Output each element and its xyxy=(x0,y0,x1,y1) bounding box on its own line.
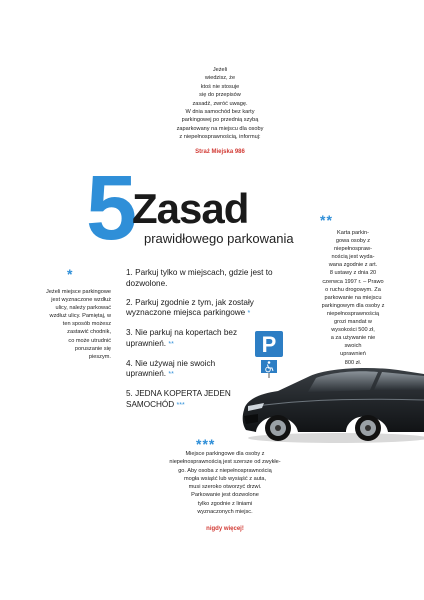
top-note xyxy=(150,66,290,156)
rule-marker: *** xyxy=(176,401,185,409)
rule-text: 5. JEDNA KOPERTA JEDEN SAMOCHÓD xyxy=(126,389,231,409)
bottom-note-line: wyznaczonych miejsc. xyxy=(197,509,253,516)
rule-item xyxy=(126,268,296,289)
right-note-line: 8 ustawy z dnia 20 xyxy=(329,270,377,277)
title-number: 5 xyxy=(86,157,134,259)
rule-marker: * xyxy=(247,310,251,318)
rule-text: 3. Nie parkuj na kopertach bez uprawnień. xyxy=(126,328,238,348)
left-note-line: jest wyznaczone wzdłuż xyxy=(51,297,111,304)
right-note-line: parkowanie na miejscu xyxy=(324,294,382,301)
right-note-line: parkingowym dla osoby z xyxy=(321,302,385,309)
right-note-line: o ruchu drogowym. Za xyxy=(325,286,381,293)
top-note-line: zasadź, zwróć uwagę. xyxy=(192,100,248,107)
rule-text: 4. Nie używaj nie swoich uprawnień. xyxy=(126,358,216,379)
left-note-line: zastawić chodnik, xyxy=(67,329,111,336)
rule-item xyxy=(126,389,246,411)
bottom-note xyxy=(130,450,320,516)
right-note-line: swoich xyxy=(344,343,362,350)
right-note-line: uprawnień xyxy=(340,351,366,358)
bottom-note-line: go. Aby osoba z niepełnosprawnością xyxy=(178,467,272,474)
top-note-line: wiedzisz, że xyxy=(204,75,236,82)
bottom-note-line: niepełnosprawnością jest szersze od zwykłe- xyxy=(169,459,281,466)
left-note-line: wzdłuż ulicy. Pamiętaj, w xyxy=(49,313,111,320)
car-image xyxy=(238,358,424,444)
title-word: Zasad xyxy=(132,185,249,232)
left-note xyxy=(14,288,111,361)
left-note-line: co może utrudnić xyxy=(68,337,111,344)
left-note-line: poruszanie się xyxy=(74,345,111,352)
right-note-line: a za używanie nie xyxy=(330,335,376,342)
top-note-line: zaparkowany na miejscu dla osoby xyxy=(176,125,264,132)
top-note-line: z niepełnosprawnością, informuj: xyxy=(179,134,261,141)
top-note-line: ktoś nie stosuje xyxy=(200,83,240,90)
rule-item xyxy=(126,328,246,350)
bottom-note-line: tylko zgodnie z liniami xyxy=(197,500,253,507)
left-note-marker: * xyxy=(67,266,73,282)
title-subtitle: prawidłowego parkowania xyxy=(144,231,294,246)
bottom-note-closing: nigdy więcej! xyxy=(206,526,244,532)
top-note-line: się do przepisów xyxy=(199,92,241,99)
rule-text: 2. Parkuj zgodnie z tym, jak zostały wyznaczone miejsca parkingowe xyxy=(126,297,254,318)
rule-item xyxy=(126,298,296,320)
bottom-note-line: Parkowanie jest dozwolone xyxy=(191,492,259,499)
bottom-note-marker: *** xyxy=(196,436,216,452)
bottom-note-line: musi szeroko otworzyć drzwi. xyxy=(188,484,262,491)
right-note-line: grozi mandat w xyxy=(334,319,372,326)
left-note-line: pieszym. xyxy=(88,353,111,360)
right-note-line: 800 zł. xyxy=(344,359,362,366)
right-note-line: wysokości 500 zł, xyxy=(331,327,375,334)
right-note-line: wana zgodnie z art. xyxy=(328,262,378,269)
right-note xyxy=(300,229,406,367)
bottom-note-line: mogła wsiąść lub wysiąść z auta, xyxy=(183,475,267,482)
top-note-line: W dnia samochód bez karty xyxy=(185,109,255,116)
rule-text: 1. Parkuj tylko w miejscach, gdzie jest to dozwolone. xyxy=(126,268,273,288)
rule-marker: ** xyxy=(168,340,174,348)
left-note-line: ulicy, należy parkować xyxy=(55,305,111,312)
top-note-line: parkingowej po przednią szybą xyxy=(181,117,259,124)
rule-item xyxy=(126,359,246,381)
rule-marker: ** xyxy=(168,371,174,379)
bottom-note-line: Miejsce parkingowe dla osoby z xyxy=(185,451,265,457)
left-note-line: Jeżeli miejsce parkingowe xyxy=(46,289,111,295)
right-note-line: niepełnosprawnością xyxy=(326,310,380,317)
left-note-line: ten sposób możesz xyxy=(62,321,111,328)
top-note-signature: Straż Miejska 986 xyxy=(195,148,245,155)
right-note-line: czerwca 1997 r. – Prawo xyxy=(322,278,384,285)
right-note-marker: ** xyxy=(320,212,333,228)
svg-text:P: P xyxy=(261,332,277,357)
right-note-line: Karta parkin- xyxy=(336,230,370,236)
right-note-line: nością jest wyda- xyxy=(331,254,375,261)
right-note-line: gowa osoby z xyxy=(335,238,371,245)
right-note-line: niepełnospraw- xyxy=(334,246,372,253)
top-note-line: Jeżeli xyxy=(212,67,228,73)
